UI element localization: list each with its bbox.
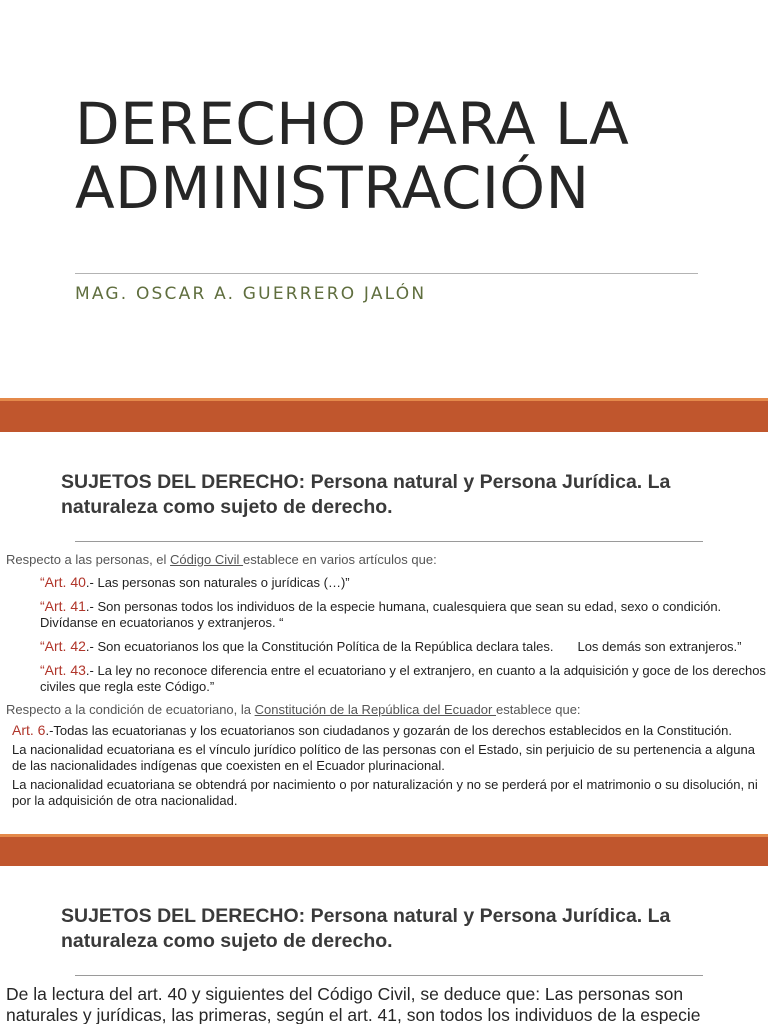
article-42-text-2: Los demás son extranjeros.” (577, 639, 742, 654)
article-41-label: “Art. 41 (40, 598, 86, 614)
article-43-label: “Art. 43 (40, 662, 86, 678)
article-6-label: Art. 6 (12, 722, 46, 738)
article-42-label: “Art. 42 (40, 638, 86, 654)
presentation-subtitle: MAG. OSCAR A. GUERRERO JALÓN (75, 284, 427, 304)
title-line-2: ADMINISTRACIÓN (75, 154, 590, 222)
article-42-text: .- Son ecuatorianos los que la Constitución Política de la República declara tales. (85, 639, 554, 654)
title-slide (0, 0, 768, 398)
slide-body (6, 552, 768, 812)
intro-text-end: establece en varios artículos que: (243, 552, 437, 567)
content-slide-3 (0, 866, 768, 1024)
article-40-text: .- Las personas son naturales o jurídicas (…)” (85, 575, 350, 590)
slide-separator-bar (0, 398, 768, 432)
intro-codigo-civil (6, 552, 768, 568)
title-line-1: DERECHO PARA LA (75, 90, 630, 158)
title-divider (75, 273, 698, 274)
content-slide-2 (0, 432, 768, 834)
article-6-text: .-Todas las ecuatorianas y los ecuatorianos son ciudadanos y gozarán de los derechos establecidos en la Constitución. (45, 723, 732, 738)
presentation-title (75, 92, 755, 220)
slide-heading (61, 470, 721, 520)
slide-heading-line-2: naturaleza como sujeto de derecho. (61, 930, 393, 952)
intro-2-text-end: establece que: (495, 702, 581, 717)
article-40-label: “Art. 40 (40, 574, 86, 590)
article-42 (6, 638, 768, 655)
slide-heading (61, 904, 721, 954)
slide-heading-line-1: SUJETOS DEL DERECHO: Persona natural y Persona Jurídica. La (61, 471, 671, 493)
article-40 (6, 574, 768, 591)
codigo-civil-link[interactable]: Código Civil (170, 552, 244, 567)
article-43 (6, 662, 768, 695)
heading-divider (75, 975, 703, 976)
intro-text: Respecto a las personas, el (6, 552, 171, 567)
nacionalidad-paragraph-2: La nacionalidad ecuatoriana se obtendrá por nacimiento o por naturalización y no se perderá por el matrimonio o su disolución, ni por la adquisición de otra nacionalidad. (12, 777, 758, 808)
slide-separator-bar (0, 834, 768, 866)
slide-heading-line-1: SUJETOS DEL DERECHO: Persona natural y Persona Jurídica. La (61, 905, 671, 927)
slide-body-text: De la lectura del art. 40 y siguientes del Código Civil, se deduce que: Las personas son naturales y jurídicas, las primeras, según el art. 41, son todos los individuos de la especie (6, 984, 701, 1024)
constitucion-link[interactable]: Constitución de la República del Ecuador (254, 702, 496, 717)
article-41-text: .- Son personas todos los individuos de la especie humana, cualesquiera que sean su edad, sexo o condición. Divídanse en ecuatorianos y extranjeros. “ (40, 599, 722, 630)
article-6 (6, 722, 768, 739)
intro-2-text: Respecto a la condición de ecuatoriano, la (6, 702, 255, 717)
intro-constitucion (6, 702, 768, 718)
heading-divider (75, 541, 703, 542)
article-43-text: .- La ley no reconoce diferencia entre el ecuatoriano y el extranjero, en cuanto a la adquisición y goce de los derechos civiles que regla este Código.” (40, 663, 766, 694)
article-41 (6, 598, 768, 631)
nacionalidad-paragraph-1: La nacionalidad ecuatoriana es el vínculo jurídico político de las personas con el Estado, sin perjuicio de su pertenencia a alguna de las nacionalidades indígenas que coexisten en el Ecuador plurinacional. (12, 742, 755, 773)
slide-heading-line-2: naturaleza como sujeto de derecho. (61, 496, 393, 518)
